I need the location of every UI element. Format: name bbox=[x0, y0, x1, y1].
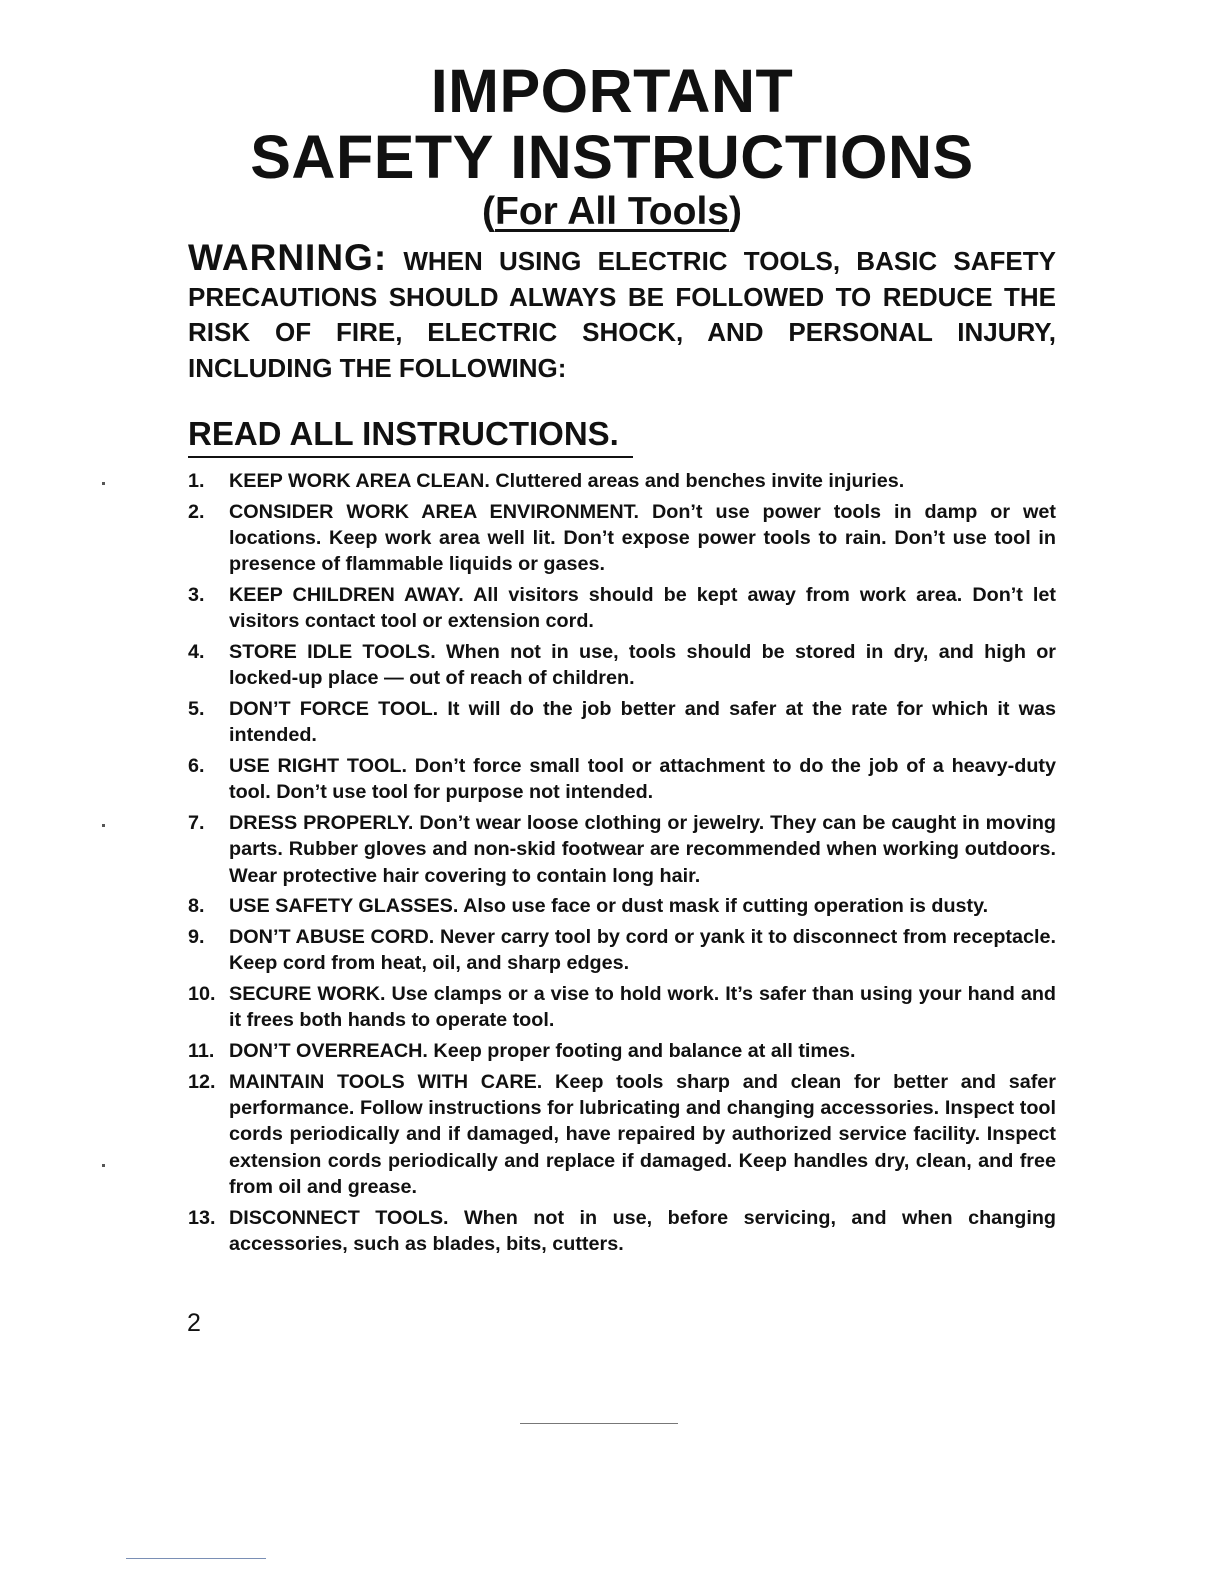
list-item bbox=[188, 582, 1056, 635]
item-text: KEEP WORK AREA CLEAN. Cluttered areas and benches invite injuries. bbox=[229, 470, 905, 492]
item-number: 9. bbox=[188, 926, 205, 948]
item-number: 7. bbox=[188, 812, 205, 834]
item-text: DON’T OVERREACH. Keep proper footing and balance at all times. bbox=[229, 1040, 856, 1062]
list-item bbox=[188, 981, 1056, 1034]
scan-dot bbox=[102, 482, 105, 485]
list-item bbox=[188, 1038, 1056, 1064]
item-number: 1. bbox=[188, 470, 205, 492]
item-number: 5. bbox=[188, 698, 205, 720]
page-number: 2 bbox=[187, 1309, 201, 1337]
item-text: STORE IDLE TOOLS. When not in use, tools should be stored in dry, and high or locked-up place — out of reach of children. bbox=[229, 641, 1056, 690]
title-line-1: IMPORTANT bbox=[430, 57, 794, 125]
subtitle-text: For All Tools bbox=[495, 190, 729, 233]
safety-rules-list bbox=[188, 468, 1056, 1262]
list-item bbox=[188, 639, 1056, 692]
list-item bbox=[188, 696, 1056, 749]
list-item bbox=[188, 753, 1056, 806]
title-line-2: SAFETY INSTRUCTIONS bbox=[250, 123, 974, 191]
item-number: 3. bbox=[188, 584, 205, 606]
list-item bbox=[188, 924, 1056, 977]
subtitle-close-paren: ) bbox=[728, 190, 742, 233]
item-text: USE SAFETY GLASSES. Also use face or dust mask if cutting operation is dusty. bbox=[229, 895, 989, 918]
warning-label: WARNING: bbox=[188, 237, 388, 278]
scan-dot bbox=[102, 1164, 105, 1167]
item-text: SECURE WORK. Use clamps or a vise to hold work. It’s safer than using your hand and it frees both hands to operate tool. bbox=[229, 983, 1056, 1032]
item-number: 11. bbox=[188, 1040, 215, 1062]
item-text: DISCONNECT TOOLS. When not in use, before servicing, and when changing accessories, such as blades, bits, cutters. bbox=[229, 1206, 1056, 1256]
item-text: USE RIGHT TOOL. Don’t force small tool or attachment to do the job of a heavy-duty tool. Don’t use tool for purpose not intended. bbox=[229, 755, 1056, 804]
warning-paragraph bbox=[188, 237, 1056, 386]
section-heading-underline bbox=[188, 456, 633, 458]
item-number: 8. bbox=[188, 895, 205, 918]
title-block bbox=[0, 58, 1224, 234]
list-item bbox=[188, 893, 1056, 919]
item-text: DON’T ABUSE CORD. Never carry tool by cord or yank it to disconnect from receptacle. Keep cord from heat, oil, and sharp edges. bbox=[229, 926, 1056, 975]
item-number: 10. bbox=[188, 983, 216, 1005]
warning-text: WHEN USING ELECTRIC TOOLS, BASIC SAFETY PRECAUTIONS SHOULD ALWAYS BE FOLLOWED TO REDUCE THE RISK OF FIRE, ELECTRIC SHOCK, AND PERSONAL INJURY, INCLUDING THE FOLLOWING: bbox=[188, 246, 1056, 383]
item-number: 6. bbox=[188, 755, 205, 777]
scan-dot bbox=[102, 824, 105, 827]
scan-rule bbox=[520, 1423, 678, 1424]
item-number: 13. bbox=[188, 1206, 216, 1229]
item-number: 12. bbox=[188, 1070, 216, 1093]
item-number: 2. bbox=[188, 500, 205, 523]
scan-rule bbox=[126, 1558, 266, 1559]
list-item bbox=[188, 468, 1056, 494]
list-item bbox=[188, 1069, 1056, 1201]
item-text: MAINTAIN TOOLS WITH CARE. Keep tools sharp and clean for better and safer performance. Follow instructions for lubricating and changing accessories. Inspect tool cords periodically and if damaged, have repaired by authorized service facility. Inspect extension cords periodically and replace if damaged. Keep handles dry, clean, and free from oil and grease. bbox=[229, 1070, 1056, 1199]
subtitle bbox=[482, 190, 742, 234]
list-item bbox=[188, 810, 1056, 889]
item-number: 4. bbox=[188, 641, 205, 663]
section-heading: READ ALL INSTRUCTIONS. bbox=[188, 415, 619, 452]
item-text: DRESS PROPERLY. Don’t wear loose clothing or jewelry. They can be caught in moving parts. Rubber gloves and non-skid footwear are recommended when working outdoors. Wear protective hair covering to contain long hair. bbox=[229, 812, 1056, 887]
item-text: DON’T FORCE TOOL. It will do the job better and safer at the rate for which it was intended. bbox=[229, 698, 1056, 747]
list-item bbox=[188, 499, 1056, 578]
subtitle-open-paren: ( bbox=[482, 190, 495, 233]
item-text: CONSIDER WORK AREA ENVIRONMENT. Don’t use power tools in damp or wet locations. Keep work area well lit. Don’t expose power tools to rain. Don’t use tool in presence of flammable liquids or gases. bbox=[229, 500, 1056, 576]
list-item bbox=[188, 1205, 1056, 1258]
item-text: KEEP CHILDREN AWAY. All visitors should be kept away from work area. Don’t let visitors contact tool or extension cord. bbox=[229, 584, 1056, 633]
